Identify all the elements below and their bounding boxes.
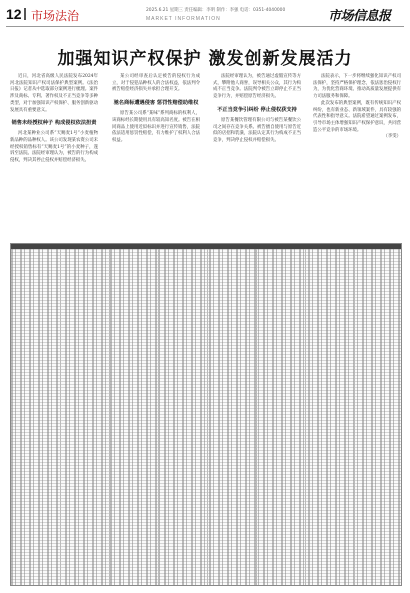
article-column-2 (112, 74, 200, 145)
article-column-4 (313, 74, 401, 141)
article-headline: 加强知识产权保护 激发创新发展活力 (57, 49, 353, 69)
newspaper-masthead: 市场信息报 (328, 9, 391, 24)
page-header (0, 0, 410, 26)
paragraph: 近日，河北省高级人民法院发布2024年河北法院知识产权司法保护典型案例。《法治日报》记者从中选取部分案例进行梳理。案件涉及商标、专利、著作权及不正当竞争等多种类型，对于加强知识产权保护、服务创新驱动发展具有重要意义。 (10, 74, 98, 113)
table-column-divider (256, 249, 257, 585)
paragraph: 法院表示，下一步将继续强化知识产权司法保护，坚持严格保护理念，依法惩治侵权行为，为优化营商环境、推动高质量发展提供有力司法服务和保障。 (313, 74, 401, 100)
header-rule (6, 26, 404, 27)
table-column-divider (158, 249, 159, 585)
table-column-divider (354, 249, 355, 585)
paragraph: 此次发布的典型案例，既有传统知识产权纠纷，也有新业态、新领域案件，具有较强的代表性和指导意义。法院希望通过案例发布，引导市场主体增强知识产权保护意识，共同营造公平竞争的市场环境。 (313, 100, 401, 133)
table-column-divider (109, 249, 110, 585)
page-number: 12 (6, 6, 22, 22)
table-text-area (11, 249, 401, 585)
author-signature: （李雯） (383, 134, 401, 140)
article-column-1 (10, 74, 98, 165)
english-label: MARKET INFORMATION (146, 16, 221, 22)
subheading: 不正当竞争引纠纷 停止侵权获支持 (217, 106, 297, 113)
table-column-divider (60, 249, 61, 585)
header-divider (24, 8, 26, 20)
subheading: 销售未经授权种子 构成侵权依法担责 (11, 120, 97, 127)
paragraph: 河北某种业公司系“天赐麦1号”小麦植物新品种的品种权人。该公司发现某农资公司未经授权销售标有“天赐麦1号”的小麦种子，遂诉至法院。法院经审理认为，被告的行为构成侵权，判决其停止侵权并赔偿经济损失。 (10, 131, 98, 164)
table-column-divider (305, 249, 306, 585)
dateline: 2025.6.21 星期三 责任编辑：李明 制作：李强 电话：0351-4040000 (146, 8, 286, 13)
paragraph: 原告某餐饮管理有限公司与被告某餐饮公司之间存在竞争关系。被告擅自使用与原告近似的店招和装潢，法院认定其行为构成不正当竞争，判决停止侵权并赔偿损失。 (213, 117, 301, 143)
paragraph: 法院经审理认为，被告通过虚假宣传等方式，攀附他人商誉，误导相关公众，其行为构成不正当竞争。法院判令被告立即停止不正当竞争行为，并赔偿原告经济损失。 (213, 74, 301, 100)
paragraph: 原告某公司系“某味”系列商标的权利人，该商标经长期使用具有较高知名度。被告在相同商品上使用近似标识并进行宣传销售，法院依法适用惩罚性赔偿，有力维护了权利人合法权益。 (112, 111, 200, 143)
paragraph: 某公司经审查后认定被告的侵权行为成立，对于侵犯品种权人的合法权益，依法判令被告赔偿经济损失并承担合理开支。 (112, 74, 200, 93)
table-column-divider (207, 249, 208, 585)
subheading: 驰名商标遭遇侵害 惩罚性赔偿助维权 (113, 100, 199, 107)
article-column-3 (213, 74, 301, 145)
data-table-block (10, 243, 402, 586)
section-name: 市场法治 (31, 9, 80, 23)
